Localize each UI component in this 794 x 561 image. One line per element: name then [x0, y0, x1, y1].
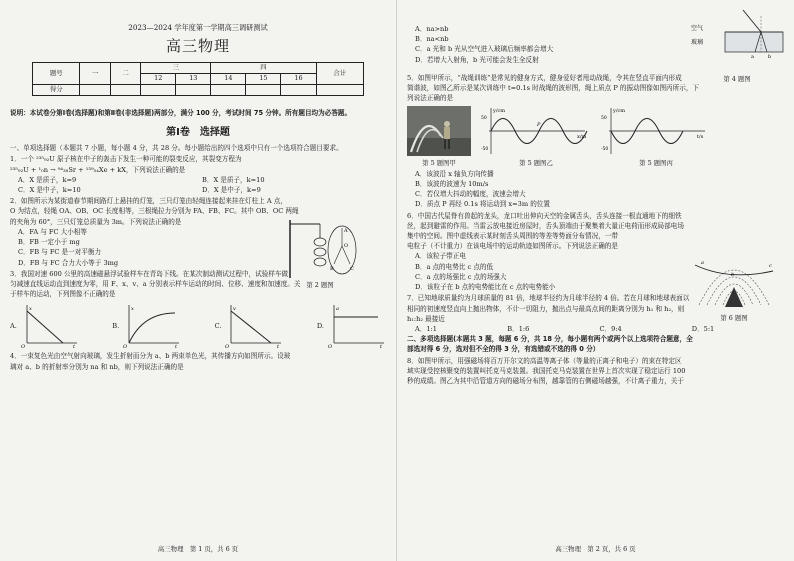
q1-option-c: C．X 是中子，k=10	[18, 186, 81, 194]
q5-ylabel-b: y/cm	[493, 107, 506, 114]
q2-option-c: C．FB 与 FC 是一对平衡力	[18, 248, 102, 257]
q2-option-d: D．FB 与 FC 合力大小等于 3mg	[18, 258, 119, 267]
q7-option-b: B．1:6	[507, 324, 530, 333]
q5-option-c: C．若仅增大抖动的幅度，波速会增大	[415, 190, 526, 199]
q6-option-a: A．该粒子带正电	[415, 252, 466, 261]
q5-option-d: D．质点 P 再经 0.1s 将运动到 x=3m 的位置	[415, 200, 550, 209]
q3-opt-label: A.	[10, 322, 17, 331]
score-cell[interactable]	[316, 85, 363, 96]
score-cell[interactable]	[110, 85, 140, 96]
score-col-16: 16	[281, 74, 316, 85]
glass-label: 玻璃	[691, 39, 704, 46]
svg-text:50: 50	[601, 115, 607, 121]
score-header-3: 三	[141, 63, 211, 74]
q5-figure-b	[481, 106, 591, 169]
q2-option-b: B．FB 一定小于 mg	[18, 238, 80, 247]
svg-text:a: a	[751, 54, 754, 60]
q5-line3: 列说法正确的是	[407, 94, 454, 103]
q4-line1: 4．一束复色光由空气射向玻璃，发生折射而分为 a、b 两束单色光，其传播方向如图所示。设玻	[10, 352, 291, 361]
q7-line2: 相同的初速度竖直向上抛出物体，不计一切阻力，抛出点与最高点间的距离分别为 h₁ 和 h₂，则	[407, 304, 685, 313]
q5-figure-c	[601, 106, 711, 169]
score-header-1: 一	[80, 63, 110, 85]
q3-option-d	[317, 303, 386, 349]
graph-b	[123, 303, 181, 349]
score-row-label: 得分	[33, 85, 80, 96]
q1-line1: 1．一个 ²³⁵₉₂U 原子核在中子的轰击下发生一种可能的裂变反应，其裂变方程为	[10, 155, 242, 164]
q4-option-a: A．na>nb	[415, 25, 449, 33]
wave-graph	[481, 106, 591, 156]
q5-ylabel-c: y/cm	[613, 107, 626, 114]
q3-line1: 3．我国对速 600 公里的高速磁悬浮试验样车在青岛下线。在某次制动测试过程中，试验样车做	[10, 269, 289, 278]
lantern-diagram	[280, 218, 360, 278]
graph-d-origin: O	[328, 344, 333, 350]
q2-line3: 的夹角为 60°，三只灯笼总质量为 3m。下列说法正确的是	[10, 217, 182, 226]
score-header-total: 合计	[316, 63, 363, 85]
q2-figure	[280, 218, 360, 291]
svg-text:b: b	[768, 54, 772, 60]
graph-b-ylabel: x	[131, 306, 135, 313]
graph-b-xlabel: t	[175, 344, 178, 350]
q4-figure-caption: 第 4 题图	[723, 75, 751, 84]
q7-line3: h₁:h₂ 最接近	[407, 314, 445, 323]
q3-line3: 于样车的运动，下列图像不正确的是	[10, 290, 116, 299]
score-header-4: 四	[211, 63, 316, 74]
page-2	[397, 0, 794, 561]
q5-figure-a	[407, 106, 471, 169]
q5-figures	[407, 106, 784, 169]
graph-c	[225, 303, 283, 349]
q7-option-d: D．5:1	[691, 324, 715, 333]
battle-rope-photo	[407, 106, 471, 156]
graph-b-origin: O	[123, 344, 128, 350]
q5-line1: 5．如图甲所示，“战绳训练”是常见的健身方式，健身爱好者甩动战绳，令其在竖直平面内形成	[407, 73, 682, 82]
svg-text:a: a	[701, 259, 704, 266]
score-col-13: 13	[176, 74, 211, 85]
graph-d-ylabel: a	[336, 306, 339, 313]
graph-a	[21, 303, 79, 349]
graph-c-xlabel: t	[277, 344, 280, 350]
q3-graphs	[10, 303, 386, 349]
graph-d-xlabel: t	[380, 344, 383, 350]
svg-text:A: A	[344, 228, 348, 235]
q6-line4: 电粒子（不计重力）在该电场中的运动轨迹如图所示。下列说法正确的是	[407, 242, 618, 251]
graph-a-ylabel: x	[28, 306, 32, 313]
q2-figure-caption: 第 2 题图	[306, 281, 334, 290]
q6-option-b: B．a 点的电势比 c 点的低	[415, 262, 494, 271]
q3-option-a	[10, 303, 79, 349]
graph-c-origin: O	[225, 344, 230, 350]
svg-text:B: B	[330, 266, 334, 273]
q2-option-a: A．FA 与 FC 大小相等	[18, 227, 87, 236]
graph-a-xlabel: t	[72, 344, 75, 350]
page-2-footer: 高三物理 第 2 页，共 6 页	[555, 545, 636, 554]
refraction-diagram	[685, 6, 789, 72]
q5-option-b: B．该波的波速为 10m/s	[415, 179, 489, 188]
q5-xlabel-c: t/s	[697, 133, 704, 140]
score-cell[interactable]	[246, 85, 281, 96]
q4-line2: 璃对 a、b 的折射率分别为 na 和 nb，则下列说法正确的是	[10, 362, 184, 371]
score-cell[interactable]	[141, 85, 176, 96]
score-col-15: 15	[246, 74, 281, 85]
instructions: 说明：本试卷分第Ⅰ卷(选择题)和第Ⅱ卷(非选择题)两部分，满分 100 分，考试时间 75 分钟。所有题目均为必答题。	[10, 109, 352, 118]
svg-text:-50: -50	[481, 146, 489, 152]
q3-opt-label: C.	[214, 322, 222, 331]
graph-a-origin: O	[20, 344, 25, 350]
air-label: 空气	[691, 25, 704, 32]
exam-title: 高三物理	[165, 37, 230, 56]
q6-line1: 6．中国古代屋脊有兽起的龙头，龙口吐出伸向天空的金属舌头，舌头连接一根直通地下的细铁	[407, 211, 682, 220]
q8-line2: 域实现受控核聚变的装置叫托克马克装置。我国托克马克装置在世界上首次实现了稳定运行 100	[407, 366, 686, 375]
score-table	[32, 62, 364, 96]
svg-text:b: b	[731, 271, 735, 278]
score-cell[interactable]	[211, 85, 246, 96]
q6-line2: 丝，起到避雷的作用。当雷云放电接近房屋时，舌头顶端由于聚集着大量正电荷而形成局部电场	[407, 221, 684, 230]
q5-caption-c: 第 5 题图丙	[639, 158, 673, 167]
exam-year: 2023—2024 学年度第一学期高三调研测试	[128, 23, 268, 32]
question-4	[10, 351, 386, 371]
score-cell[interactable]	[281, 85, 316, 96]
score-cell[interactable]	[80, 85, 110, 96]
svg-text:C: C	[350, 266, 354, 273]
svg-text:-50: -50	[601, 146, 609, 152]
q5-option-a: A．该波沿 x 轴负方向传播	[415, 169, 494, 178]
svg-text:O: O	[344, 243, 349, 250]
q7-line1: 7．已知地球质量约为月球质量的 81 倍，地球半径约为月球半径的 4 倍。若在月球和地球表面以	[407, 294, 690, 303]
page-1-footer: 高三物理 第 1 页，共 6 页	[157, 545, 239, 554]
q5-xlabel-b: x/m	[577, 133, 587, 140]
q6-option-d: D．该粒子在 b 点的电势能比在 c 点的电势能小	[415, 283, 556, 292]
svg-text:50: 50	[481, 115, 487, 121]
q6-line3: 集中的空间。图中虚线表示某时刻舌头周围的等差等势面分布情况，一带	[407, 231, 618, 240]
question-5	[407, 73, 784, 210]
q2-line2: O 为结点，轻绳 OA、OB、OC 长度相等，三根绳拉力分别为 FA、FB、FC。其中 OB、OC 两绳	[10, 207, 299, 216]
score-header-2: 二	[110, 63, 140, 85]
part1-heading: 一、单项选择题（本题共 7 小题，每小题 4 分，共 28 分。每小题给出的四个选项中只有一个选项符合题目要求。	[10, 144, 343, 153]
svg-text:c: c	[769, 262, 772, 269]
q8-line3: 秒的成绩。图乙为其中沿管道方向的磁场分布图，越靠管的右侧磁场越强，不计离子重力，关于	[407, 377, 684, 386]
score-cell[interactable]	[176, 85, 211, 96]
q5-line2: 简谐波，如图乙所示是某次训练中 t=0.1s 时战绳的波形图，绳上质点 P 的振动图像如图丙所示，下	[407, 84, 700, 93]
q7-option-a: A．1:1	[415, 324, 437, 333]
part2-heading-cont: 部选对得 6 分，选对但不全的得 3 分，有选错或不选的得 0 分）	[407, 345, 600, 354]
q3-option-b	[112, 303, 181, 349]
q8-line1: 8．如图甲所示，用强磁场将百万开尔文的高温等离子体（等量的正离子和电子）的束在特定区	[407, 356, 682, 365]
graph-c-ylabel: v	[233, 306, 237, 313]
section-title: 第Ⅰ卷 选择题	[166, 126, 230, 138]
q5-caption-a: 第 5 题图甲	[422, 158, 456, 167]
score-col-14: 14	[211, 74, 246, 85]
q4-option-d: D．若增大入射角，b 光可能会发生全反射	[415, 55, 539, 64]
q1-option-b: B．X 是质子，k=10	[202, 175, 265, 184]
graph-d	[328, 303, 386, 349]
q4-option-b: B．na<nb	[415, 35, 449, 44]
vibration-graph	[601, 106, 711, 156]
equipotential-diagram	[689, 235, 779, 311]
q6-figure	[689, 235, 779, 324]
q1-line2: ²³⁵₉₂U + ¹₀n → ⁹⁴₃₈Sr + ¹³⁹₅₄Xe + kX，下列说法正确的是	[10, 165, 186, 174]
svg-text:P: P	[537, 121, 541, 128]
q3-option-c	[215, 303, 284, 349]
question-8	[407, 356, 784, 387]
score-col-12: 12	[141, 74, 176, 85]
score-header-label: 题号	[33, 63, 80, 85]
q4-option-c: C．a 光和 b 光从空气进入玻璃后频率都会增大	[415, 45, 554, 54]
q4-figure	[685, 6, 789, 85]
q6-figure-caption: 第 6 题图	[720, 313, 748, 322]
question-1	[10, 154, 386, 195]
q5-caption-b: 第 5 题图乙	[519, 158, 553, 167]
q6-option-c: C．a 点的场强比 c 点的场强大	[415, 272, 507, 281]
part2-heading: 二、多项选择题(本题共 3 题，每题 6 分，共 18 分，每小题有两个或两个以上选项符合题意，全	[407, 335, 693, 344]
q2-line1: 2．如图所示为某街道春节期间路灯上悬挂的灯笼，三只灯笼由轻绳连接起来挂在灯柱上 A 点，	[10, 197, 287, 206]
q1-option-a: A．X 是质子，k=9	[18, 175, 77, 184]
q3-opt-label: D.	[316, 322, 324, 331]
q3-line2: 匀减速直线运动直到速度为零，用 F、x、v、a 分别表示样车运动的时间、位移、速度和加速度。关	[10, 279, 301, 288]
q1-option-d: D．X 是中子，k=9	[202, 186, 261, 194]
q3-opt-label: B.	[112, 322, 120, 331]
q7-option-c: C．9:4	[599, 324, 622, 333]
